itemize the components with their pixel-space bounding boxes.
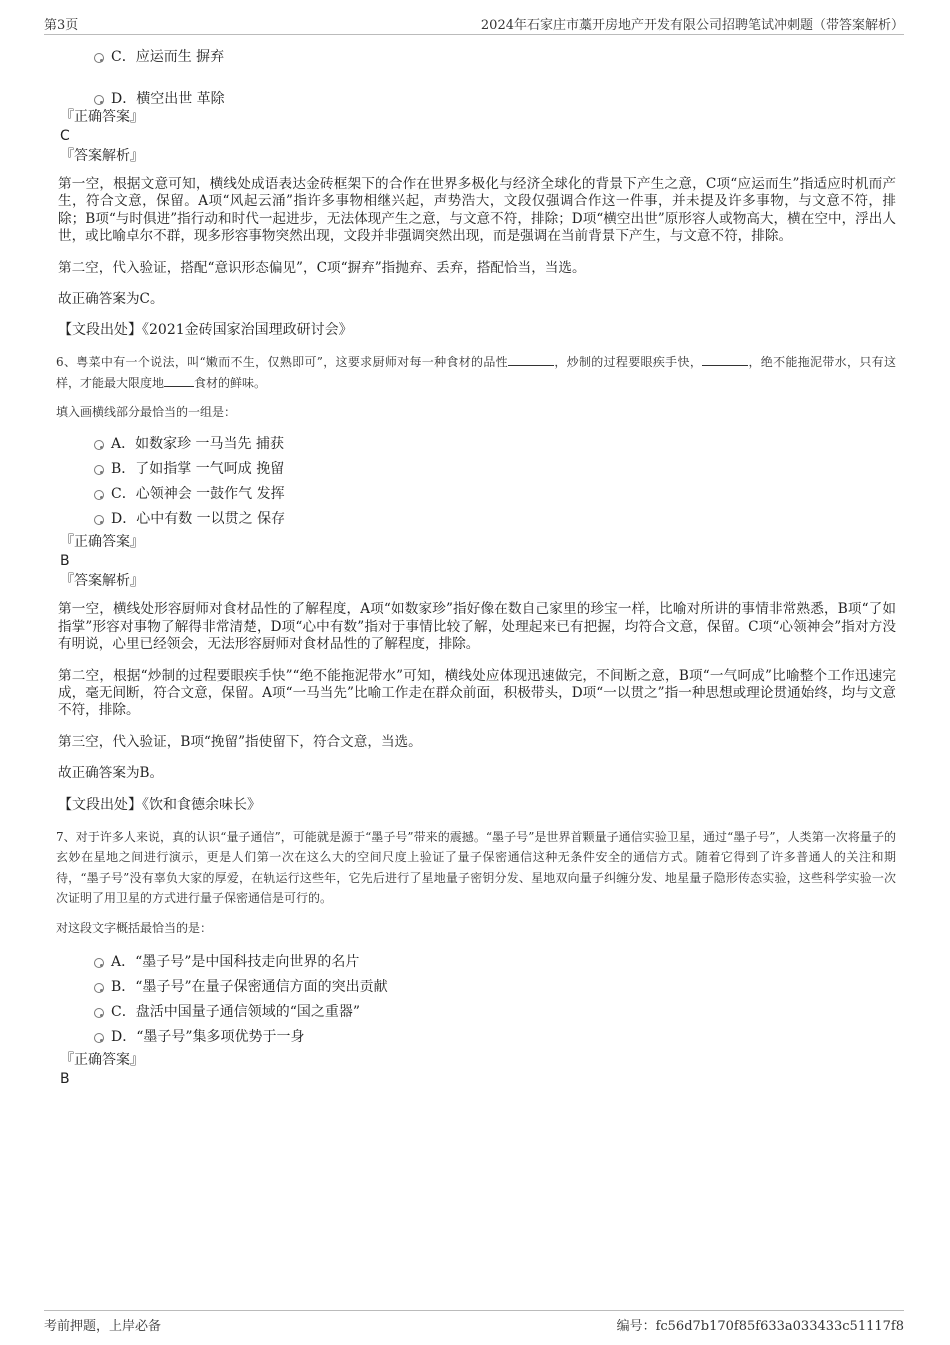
- analysis-paragraph: 第一空，横线处形容厨师对食材品性的了解程度，A项“如数家珍”指好像在数自己家里的珍宝一样，比喻对所讲的事情非常熟悉，B项“了如指掌”形容对事物了解得非常清楚，D项“心中有数”指对于事情比较了解，处理起来已有把握，均符合文意，保留。C项“心领神会”指对方没有明说，心里已经领会，无法形容厨师对食材品性的了解程度，排除。: [58, 601, 896, 653]
- question-prompt: 填入画横线部分最恰当的一组是：: [56, 405, 237, 420]
- source-citation: 【文段出处】《2021金砖国家治国理政研讨会》: [58, 322, 353, 339]
- option-text: B．“墨子号”在量子保密通信方面的突出贡献: [111, 978, 388, 995]
- q6-option-a[interactable]: [94, 433, 896, 458]
- answer-value: B: [60, 553, 70, 570]
- footer-slogan: 考前押题，上岸必备: [44, 1319, 162, 1334]
- q7-option-d[interactable]: [94, 1026, 896, 1051]
- radio-icon[interactable]: [94, 465, 104, 475]
- radio-icon[interactable]: [94, 490, 104, 500]
- q7-option-b[interactable]: [94, 976, 896, 1001]
- radio-icon[interactable]: [94, 515, 104, 525]
- answer-value: C: [60, 128, 70, 144]
- analysis-paragraph: 故正确答案为C。: [58, 291, 164, 308]
- analysis-paragraph: 故正确答案为B。: [58, 765, 164, 782]
- radio-icon[interactable]: [94, 440, 104, 450]
- blank-line: [702, 353, 748, 366]
- option-text: A．如数家珍 一马当先 捕获: [111, 436, 285, 453]
- answer-label: 『正确答案』: [60, 534, 144, 551]
- q5-option-d[interactable]: [94, 88, 896, 113]
- option-text: D．“墨子号”集多项优势于一身: [111, 1028, 305, 1045]
- document-id: 编号：fc56d7b170f85f633a033433c51117f8: [616, 1319, 904, 1334]
- option-text: C．应运而生 摒弃: [111, 49, 225, 65]
- radio-icon[interactable]: [94, 983, 104, 993]
- page-header: [44, 14, 904, 35]
- analysis-label: 『答案解析』: [60, 573, 144, 590]
- page-number: 第3页: [44, 18, 79, 33]
- q7-option-a[interactable]: [94, 951, 896, 976]
- answer-label: 『正确答案』: [60, 109, 144, 125]
- q6-option-b[interactable]: [94, 458, 896, 483]
- source-citation: 【文段出处】《饮和食德余味长》: [58, 796, 261, 813]
- radio-icon[interactable]: [94, 958, 104, 968]
- option-text: B．了如指掌 一气呵成 挽留: [111, 461, 285, 478]
- analysis-label: 『答案解析』: [60, 148, 144, 164]
- answer-value: B: [60, 1070, 70, 1087]
- blank-line: [164, 374, 194, 387]
- analysis-paragraph: 第二空，代入验证，搭配“意识形态偏见”，C项“摒弃”指抛弃、丢弃，搭配恰当，当选。: [58, 259, 586, 276]
- question-stem: 6、粤菜中有一个说法，叫“嫩而不生，仅熟即可”，这要求厨师对每一种食材的品性 ，炒制的过程要眼疾手快， ，绝不能拖泥带水，只有这样，才能最大限度地 食材的鲜味。: [56, 355, 896, 390]
- radio-icon[interactable]: [94, 95, 104, 105]
- question-stem: 7、对于许多人来说，真的认识“量子通信”，可能就是源于“墨子号”带来的震撼。“墨子号”是世界首颗量子通信实验卫星，通过“墨子号”，人类第一次将量子的玄妙在星地之间进行演示，更是人们第一次在这么大的空间尺度上验证了量子保密通信这种无条件安全的通信方式。随着它得到了许多普通人的关注和期待，“墨子号”没有辜负大家的厚爱，在轨运行这些年，它先后进行了星地量子密钥分发、星地双向量子纠缠分发、地星量子隐形传态实验，这些科学实验一次次证明了用卫星的方式进行量子保密通信是可行的。: [56, 829, 896, 906]
- option-text: C．盘活中国量子通信领域的“国之重器”: [111, 1003, 361, 1020]
- option-text: D．横空出世 革除: [111, 91, 225, 107]
- q6-option-c[interactable]: [94, 483, 896, 508]
- analysis-paragraph: 第二空，根据“炒制的过程要眼疾手快”“绝不能拖泥带水”可知，横线处应体现迅速做完，不间断之意，B项“一气呵成”比喻整个工作迅速完成，毫无间断，符合文意，保留。A项“一马当先”比喻工作走在群众前面，积极带头，D项“一以贯之”指一种思想或理论贯通始终，均与文意不符，排除。: [58, 667, 896, 719]
- page-content: [56, 40, 896, 1089]
- question-prompt: 对这段文字概括最恰当的是：: [56, 920, 213, 935]
- analysis-paragraph: 第一空，根据文意可知，横线处成语表达金砖框架下的合作在世界多极化与经济全球化的背景下产生之意，C项“应运而生”指适应时机而产生，符合文意，保留。A项“风起云涌”指许多事物相继兴起，声势浩大，文段仅强调合作这一件事，并未提及许多事物，与文意不符，排除；B项“与时俱进”指行动和时代一起进步，无法体现产生之意，与文意不符，排除；D项“横空出世”原形容人或物高大，横在空中，浮出人世，或比喻卓尔不群，现多形容事物突然出现，文段并非强调突然出现，而是强调在当前背景下产生，与文意不符，排除。: [58, 176, 896, 245]
- document-title: 2024年石家庄市藁开房地产开发有限公司招聘笔试冲刺题（带答案解析）: [480, 18, 904, 33]
- option-text: D．心中有数 一以贯之 保存: [111, 511, 286, 528]
- radio-icon[interactable]: [94, 1033, 104, 1043]
- option-text: C．心领神会 一鼓作气 发挥: [111, 486, 285, 503]
- radio-icon[interactable]: [94, 53, 104, 63]
- analysis-paragraph: 第三空，代入验证，B项“挽留”指使留下，符合文意，当选。: [58, 733, 422, 750]
- radio-icon[interactable]: [94, 1008, 104, 1018]
- blank-line: [508, 353, 554, 366]
- q7-option-c[interactable]: [94, 1001, 896, 1026]
- page-footer: [44, 1310, 904, 1335]
- option-text: A．“墨子号”是中国科技走向世界的名片: [111, 953, 360, 970]
- q5-option-c[interactable]: [94, 46, 896, 71]
- answer-label: 『正确答案』: [60, 1051, 144, 1068]
- q6-option-d[interactable]: [94, 508, 896, 533]
